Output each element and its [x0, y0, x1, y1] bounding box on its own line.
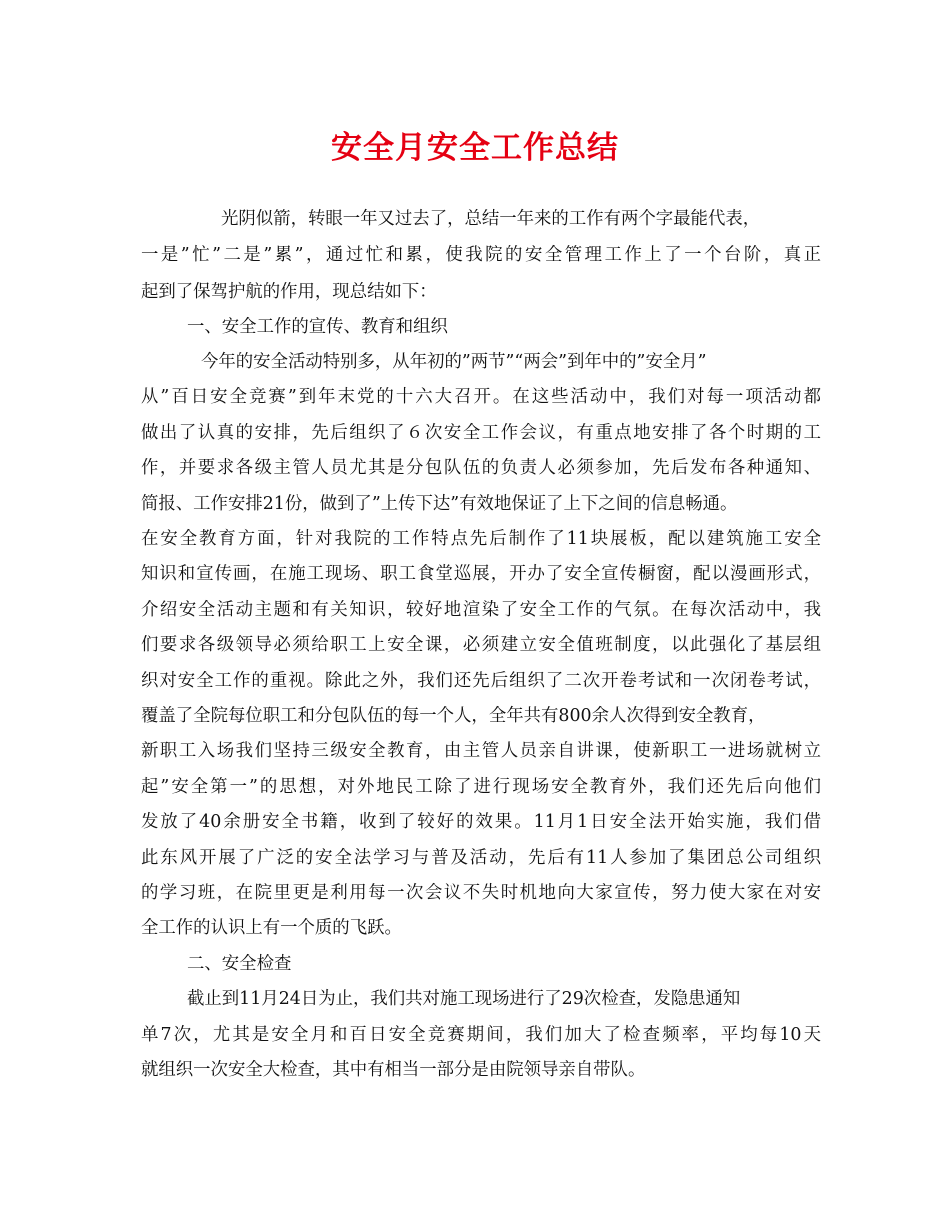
- section-heading: 一、安全工作的宣传、教育和组织: [187, 317, 448, 337]
- text-line: 起到了保驾护航的作用，现总结如下：: [141, 282, 437, 302]
- text-line: 从”百日安全竞赛”到年末党的十六大召开。在这些活动中，我们对每一项活动都: [141, 387, 821, 407]
- text-line: 织对安全工作的重视。除此之外，我们还先后组织了二次开卷考试和一次闭卷考试，: [141, 671, 821, 691]
- text-line: 做出了认真的安排，先后组织了６次安全工作会议，有重点地安排了各个时期的工: [141, 423, 821, 443]
- text-line: 此东风开展了广泛的安全法学习与普及活动，先后有11人参加了集团总公司组织: [141, 848, 821, 868]
- text-line: 起”安全第一”的思想，对外地民工除了进行现场安全教育外，我们还先后向他们: [141, 777, 821, 797]
- text-line: 简报、工作安排21份，做到了”上传下达”有效地保证了上下之间的信息畅通。: [141, 494, 738, 514]
- text-line: 一是”忙”二是”累”，通过忙和累，使我院的安全管理工作上了一个台阶，真正: [141, 245, 821, 265]
- text-line: 知识和宣传画，在施工现场、职工食堂巡展，开办了安全宣传橱窗，配以漫画形式，: [141, 564, 821, 584]
- text-line: 单7次，尤其是安全月和百日安全竞赛期间，我们加大了检查频率，平均每10天: [141, 1025, 821, 1045]
- text-line: 光阴似箭，转眼一年又过去了，总结一年来的工作有两个字最能代表，: [221, 209, 761, 229]
- text-line: 在安全教育方面，针对我院的工作特点先后制作了11块展板，配以建筑施工安全: [141, 529, 821, 549]
- text-line: 介绍安全活动主题和有关知识，较好地渲染了安全工作的气氛。在每次活动中，我: [141, 600, 821, 620]
- text-line: 就组织一次安全大检查，其中有相当一部分是由院领导亲自带队。: [141, 1060, 646, 1080]
- text-line: 作，并要求各级主管人员尤其是分包队伍的负责人必须参加，先后发布各种通知、: [141, 458, 821, 478]
- section-heading: 二、安全检查: [187, 954, 292, 974]
- text-line: 们要求各级领导必须给职工上安全课，必须建立安全值班制度，以此强化了基层组: [141, 635, 821, 655]
- text-line: 今年的安全活动特别多，从年初的”两节”“两会”到年中的”安全月”: [201, 352, 707, 372]
- text-line: 新职工入场我们坚持三级安全教育，由主管人员亲自讲课，使新职工一进场就树立: [141, 741, 821, 761]
- document-title: 安全月安全工作总结: [331, 130, 619, 166]
- text-line: 发放了40余册安全书籍，收到了较好的效果。11月1日安全法开始实施，我们借: [141, 812, 821, 832]
- text-line: 全工作的认识上有一个质的飞跃。: [141, 918, 402, 938]
- text-line: 截止到11月24日为止，我们共对施工现场进行了29次检查，发隐患通知: [187, 989, 741, 1009]
- text-line: 覆盖了全院每位职工和分包队伍的每一个人，全年共有800余人次得到安全教育，: [141, 706, 766, 726]
- text-line: 的学习班，在院里更是利用每一次会议不失时机地向大家宣传，努力使大家在对安: [141, 883, 821, 903]
